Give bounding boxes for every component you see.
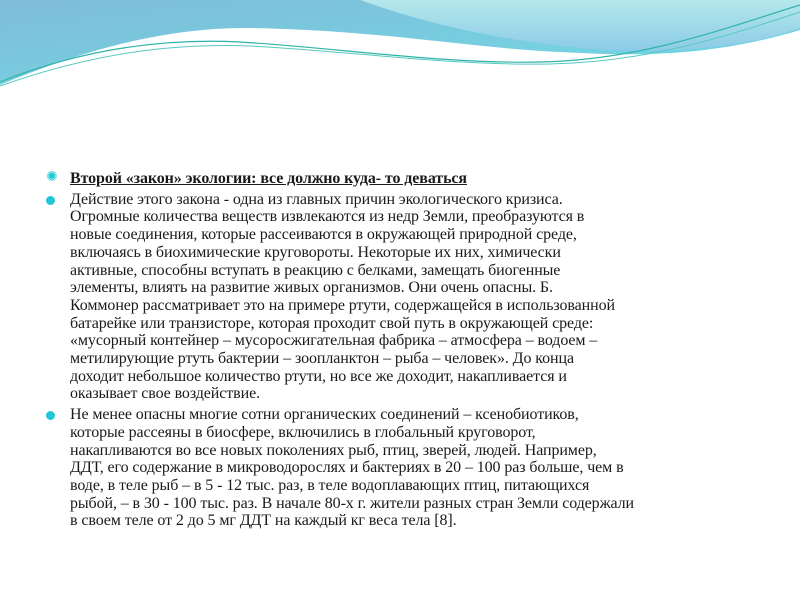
star-bullet-icon: ✺ — [46, 170, 58, 185]
text-line: в своем теле от 2 до 5 мг ДДТ на каждый кг веса тела [8]. — [70, 512, 457, 530]
text-line: Не менее опасны многие сотни органических соединений – ксенобиотиков, — [70, 406, 579, 424]
text-line: Коммонер рассматривает это на примере ртути, содержащейся в использованной — [70, 296, 615, 314]
text-line: активные, способны вступать в реакцию с белками, замещать биогенные — [70, 261, 561, 279]
text-line: накапливаются во все новых поколениях рыб, птиц, зверей, людей. Например, — [70, 441, 597, 459]
bullet-item — [46, 406, 766, 530]
slide-body — [46, 170, 766, 533]
text-line: Действие этого закона - одна из главных причин экологического кризиса. — [70, 190, 563, 208]
bullet-item — [46, 191, 766, 403]
text-line: рыбой, – в 30 - 100 тыс. раз. В начале 80-х г. жители разных стран Земли содержали — [70, 494, 635, 512]
text-line: ДДТ, его содержание в микроводорослях и бактериях в 20 – 100 раз больше, чем в — [70, 459, 624, 477]
text-line: батарейке или транзисторе, которая проходит свой путь в окружающей среде: — [70, 314, 594, 332]
text-line: воде, в теле рыб – в 5 - 12 тыс. раз, в теле водоплавающих птиц, питающихся — [70, 476, 590, 494]
text-line: «мусорный контейнер – мусоросжигательная фабрика – атмосфера – водоем – — [70, 332, 598, 350]
heading-item — [46, 170, 766, 188]
text-line: оказывает свое воздействие. — [70, 385, 260, 403]
slide-heading: Второй «закон» экологии: все должно куда- то деваться — [70, 170, 467, 187]
text-line: метилирующие ртуть бактерии – зоопланктон – рыба – человек». До конца — [70, 350, 574, 368]
text-line: элементы, влиять на развитие живых организмов. Они очень опасны. Б. — [70, 279, 553, 297]
text-line: которые рассеяны в биосфере, включились в глобальный круговорот, — [70, 423, 536, 441]
text-line: новые соединения, которые рассеиваются в окружающей природной среде, — [70, 226, 577, 244]
text-line: Огромные количества веществ извлекаются из недр Земли, преобразуются в — [70, 208, 585, 226]
dot-bullet-icon — [46, 411, 55, 420]
text-line: включаясь в биохимические круговороты. Некоторые их них, химически — [70, 243, 561, 261]
dot-bullet-icon — [46, 196, 55, 205]
decorative-wave-header — [0, 0, 800, 100]
text-line: доходит небольшое количество ртути, но все же доходит, накапливается и — [70, 367, 567, 385]
